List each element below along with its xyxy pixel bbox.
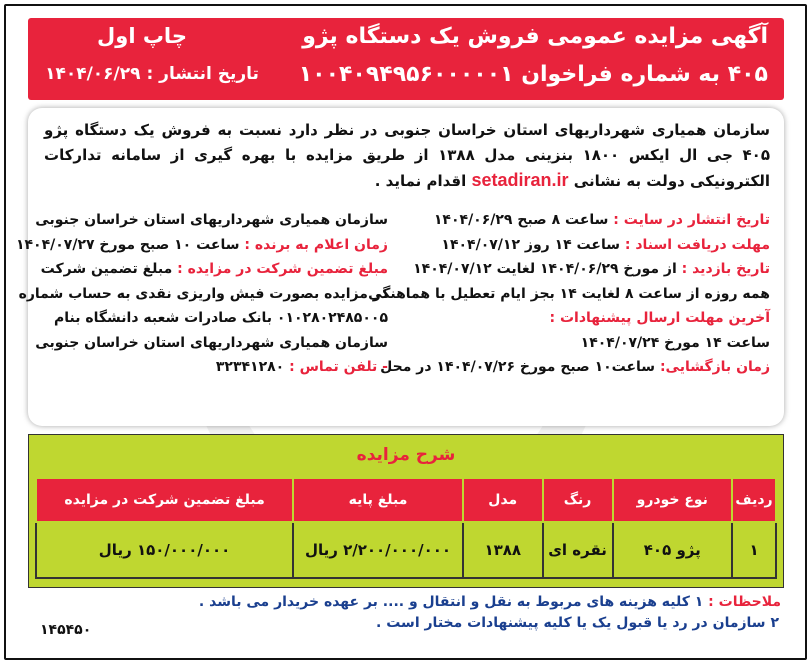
guarantee-label: مبلغ تضمین شرکت در مزایده : — [177, 261, 388, 277]
guarantee-row — [38, 257, 388, 282]
publish-label: تاریخ انتشار در سایت : — [613, 212, 770, 228]
cell-model: ۱۳۸۸ — [463, 522, 543, 578]
phone-label: - تلفن تماس : — [289, 359, 388, 375]
setadiran-link[interactable]: setadiran.ir — [471, 170, 569, 190]
ad-title-line2: ۴۰۵ به شماره فراخوان ۱۰۰۴۰۹۴۹۵۶۰۰۰۰۰۱ — [298, 62, 768, 87]
winner-row — [15, 233, 388, 258]
intro-paragraph — [44, 118, 770, 194]
visit-value: از مورخ ۱۴۰۴/۰۶/۲۹ لغایت ۱۴۰۴/۰۷/۱۲ — [413, 261, 677, 277]
guarantee-line-5: ۰۱۰۲۸۰۲۴۸۵۰۰۵ بانک صادرات شعبه دانشگاه بنام — [54, 310, 388, 326]
auction-table-box — [28, 434, 784, 588]
table-header-row — [36, 478, 776, 522]
cell-row-number: ۱ — [732, 522, 776, 578]
schedule-column — [368, 208, 770, 380]
col-header-guarantee: مبلغ تضمین شرکت در مزایده — [36, 478, 293, 522]
guarantee-line-6: سازمان همیاری شهرداریهای استان خراسان جنوبی — [35, 334, 388, 351]
phone-row — [38, 355, 388, 380]
phone-value: ۳۲۳۴۱۲۸۰ — [215, 359, 285, 375]
cell-color: نقره ای — [543, 522, 613, 578]
col-header-color: رنگ — [543, 478, 613, 522]
header-banner — [28, 18, 784, 100]
col-header-model: مدل — [463, 478, 543, 522]
notes-section — [29, 592, 781, 634]
deadline-value: ساعت ۱۴ مورخ ۱۴۰۴/۰۷/۲۴ — [580, 334, 770, 351]
opening-value: ساعت۱۰ صبح مورخ ۱۴۰۴/۰۷/۲۶ در محل — [380, 359, 656, 375]
intro-text: سازمان همیاری شهرداریهای استان خراسان جنوبی در نظر دارد نسبت به فروش یک دستگاه پژو ۴۰۵ جی ال ایکس ۱۸۰۰ بنزینی مدل ۱۳۸۸ از طریق مزایده با بهره گیری از سامانه تدارکات الکترونیکی دولت به نشانی — [44, 121, 770, 190]
table-row — [36, 522, 776, 578]
visit-row — [400, 257, 770, 282]
publish-date: تاریخ انتشار : ۱۴۰۴/۰۶/۲۹ — [45, 64, 259, 84]
visit-row-2: همه روزه از ساعت ۸ لغایت ۱۴ بجز ایام تعطیل با هماهنگی — [368, 285, 770, 302]
col-header-base-price: مبلغ پایه — [293, 478, 463, 522]
note-2: ۲ سازمان در رد یا قبول یک یا کلیه پیشنهادات مختار است . — [376, 615, 779, 631]
opening-label: زمان بازگشایی: — [659, 359, 770, 375]
publish-row — [400, 208, 770, 233]
details-column — [15, 208, 388, 380]
auction-table — [35, 477, 777, 579]
cell-base-price: ۲/۲۰۰/۰۰۰/۰۰۰ ریال — [293, 522, 463, 578]
table-title: شرح مزایده — [356, 445, 456, 465]
col-header-row-number: ردیف — [732, 478, 776, 522]
deadline-label: آخرین مهلت ارسال پیشنهادات : — [549, 310, 770, 326]
guarantee-value: مبلغ تضمین شرکت — [40, 261, 173, 277]
col-header-vehicle-type: نوع خودرو — [613, 478, 733, 522]
intro-tail: اقدام نماید . — [374, 172, 467, 190]
note-1: ۱ کلیه هزینه های مربوط به نقل و انتقال و .... بر عهده خریدار می باشد . — [198, 594, 704, 610]
cell-vehicle-type: پژو ۴۰۵ — [613, 522, 733, 578]
docs-label: مهلت دریافت اسناد : — [624, 236, 770, 253]
opening-row — [380, 355, 770, 380]
ad-code-number: ۱۴۵۴۵۰ — [40, 622, 92, 638]
note-1-row — [29, 592, 781, 613]
publish-value: ساعت ۸ صبح ۱۴۰۴/۰۶/۲۹ — [433, 212, 609, 228]
organizer-line: سازمان همیاری شهرداریهای استان خراسان جنوبی — [35, 212, 388, 228]
winner-value: ساعت ۱۰ صبح مورخ ۱۴۰۴/۰۷/۲۷ — [15, 236, 240, 253]
cell-guarantee: ۱۵۰/۰۰۰/۰۰۰ ریال — [36, 522, 293, 578]
ad-body — [15, 108, 784, 426]
winner-label: زمان اعلام به برنده : — [244, 236, 388, 253]
docs-row — [400, 233, 770, 258]
print-edition-label: چاپ اول — [97, 24, 187, 48]
ad-title-line1: آگهی مزایده عمومی فروش یک دستگاه پژو — [302, 24, 768, 49]
notes-label: ملاحظات : — [708, 594, 781, 610]
guarantee-line-4: در مزایده بصورت فیش واریزی نقدی به حساب شماره — [18, 285, 388, 302]
visit-label: تاریخ بازدید : — [681, 261, 770, 277]
docs-value: ساعت ۱۴ روز ۱۴۰۴/۰۷/۱۲ — [441, 236, 620, 253]
